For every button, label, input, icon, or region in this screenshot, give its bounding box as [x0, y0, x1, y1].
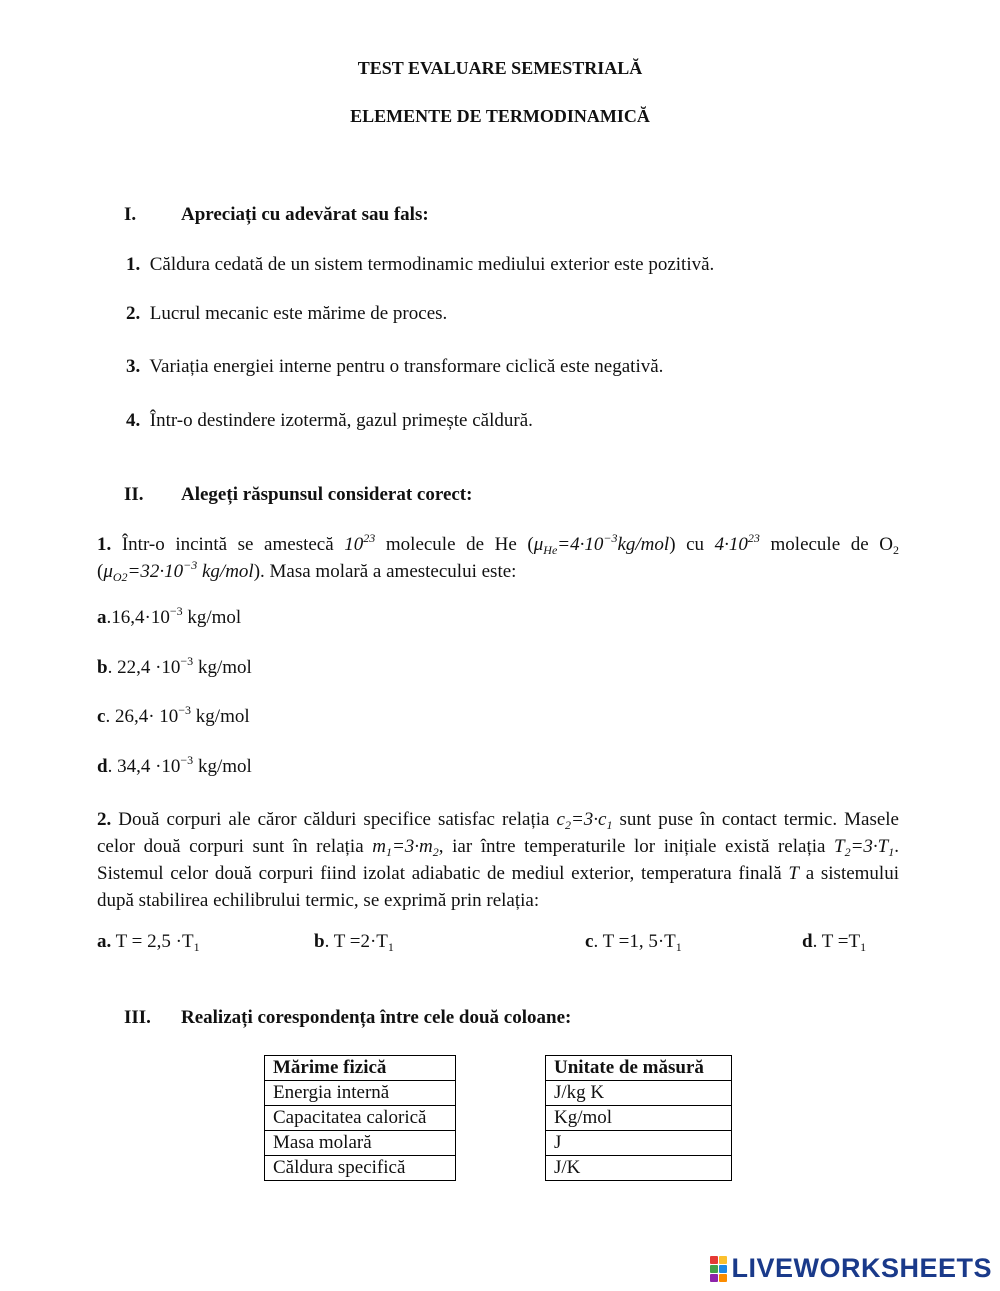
question-number: 2. [97, 809, 112, 830]
math: 10 [344, 534, 364, 555]
math: 4·10 [714, 534, 748, 555]
option-letter: c [97, 706, 106, 727]
option-text: . 22,4 ·10 [107, 657, 181, 678]
subscript: 2 [432, 845, 439, 859]
table-cell[interactable]: Căldura specifică [265, 1156, 456, 1181]
answer-option-b [314, 931, 394, 953]
section-2-heading: Alegeți răspunsul considerat corect: [181, 484, 473, 505]
item-number: 2. [126, 303, 141, 324]
exponent: −3 [183, 558, 198, 572]
question-1-text [97, 531, 899, 585]
subscript: 1 [385, 845, 392, 859]
question-2-text [97, 806, 899, 914]
logo-block [710, 1256, 718, 1264]
option-letter: a. [97, 931, 112, 952]
option-letter: c [585, 931, 594, 952]
subscript: O2 [112, 570, 128, 584]
exponent: −3 [178, 703, 192, 717]
subscript: 1 [387, 940, 394, 954]
text: ). Masa molară a amestecului este: [253, 561, 517, 582]
section-3-heading: Realizați corespondența între cele două coloane: [181, 1007, 572, 1028]
option-text: . T =1, 5·T [593, 931, 676, 952]
table-cell[interactable]: J [546, 1131, 732, 1156]
logo-block [719, 1274, 727, 1282]
item-number: 3. [126, 356, 141, 377]
text: a sistemului după stabilirea echilibrului termic, se exprimă prin relația: [97, 863, 899, 911]
logo-text: LIVEWORKSHEETS [731, 1253, 992, 1283]
table-row [546, 1131, 732, 1156]
math: c [556, 809, 565, 830]
math: =4·10 [557, 534, 604, 555]
text: molecule de O [759, 534, 893, 555]
section-1-heading: Apreciați cu adevărat sau fals: [181, 204, 429, 225]
answer-option-a [97, 931, 200, 953]
logo-block [710, 1265, 718, 1273]
option-letter: a [97, 607, 107, 628]
true-false-item [126, 303, 447, 325]
logo-mark-icon [710, 1256, 727, 1282]
true-false-item [126, 410, 533, 432]
answer-option-c [585, 931, 682, 953]
table-row [546, 1106, 732, 1131]
section-1-number: I. [124, 204, 137, 225]
true-false-item [126, 356, 663, 378]
subscript: 1 [888, 845, 895, 859]
option-letter: d [802, 931, 813, 952]
document-subtitle: ELEMENTE DE TERMODINAMICĂ [350, 106, 650, 126]
text: Două corpuri ale căror călduri specifice satisfac relația [111, 809, 557, 830]
table-row [265, 1081, 456, 1106]
table-header: Mărime fizică [265, 1056, 456, 1081]
math: =3·T [850, 836, 889, 857]
text: Într-o incintă se amestecă [111, 534, 345, 555]
option-letter: d [97, 756, 108, 777]
math: m [372, 836, 386, 857]
answer-option-d [97, 753, 252, 778]
subscript: 2 [844, 845, 851, 859]
exponent: −3 [180, 654, 194, 668]
math: μ [103, 561, 113, 582]
section-2-number: II. [124, 484, 144, 505]
exponent: −3 [603, 531, 618, 545]
option-unit: kg/mol [193, 657, 252, 678]
text: sunt puse în contact termic. Masele celor două corpuri sunt în relația [97, 809, 899, 857]
item-number: 4. [126, 410, 141, 431]
item-text: Lucrul mecanic este mărime de proces. [149, 303, 448, 324]
option-text: . 26,4· 10 [105, 706, 179, 727]
table-row [546, 1081, 732, 1106]
text: ( [97, 561, 104, 582]
measurement-unit-table [545, 1055, 732, 1181]
answer-option-d [802, 931, 866, 953]
item-text: Variația energiei interne pentru o transformare ciclică este negativă. [149, 356, 664, 377]
table-row [265, 1106, 456, 1131]
subscript: 1 [193, 940, 200, 954]
exponent: −3 [169, 604, 183, 618]
table-cell[interactable]: Masa molară [265, 1131, 456, 1156]
text: . Sistemul celor două corpuri fiind izolat adiabatic de mediul exterior, temperatura finală [97, 836, 899, 884]
subscript: 1 [606, 818, 613, 832]
table-row [546, 1156, 732, 1181]
math: T [834, 836, 845, 857]
math: μ [533, 534, 544, 555]
section-3-number: III. [124, 1007, 151, 1028]
table-header: Unitate de măsură [546, 1056, 732, 1081]
answer-option-a [97, 604, 242, 629]
item-text: Într-o destindere izotermă, gazul primește căldură. [149, 410, 533, 431]
exponent: −3 [180, 753, 194, 767]
option-letter: b [314, 931, 325, 952]
subscript: 1 [860, 940, 867, 954]
math: kg/mol [617, 534, 670, 555]
option-letter: b [97, 657, 108, 678]
question-number: 1. [97, 534, 112, 555]
text: molecule de He ( [375, 534, 534, 555]
answer-option-c [97, 703, 250, 728]
table-cell[interactable]: J/K [546, 1156, 732, 1181]
logo-block [719, 1256, 727, 1264]
math: T [788, 863, 799, 884]
subscript: 2 [893, 543, 899, 557]
exponent: 23 [363, 531, 376, 545]
table-cell[interactable]: Capacitatea calorică [265, 1106, 456, 1131]
option-text: . T =T [812, 931, 861, 952]
true-false-item [126, 254, 714, 276]
answer-option-b [97, 654, 252, 679]
math: =3·m [391, 836, 433, 857]
option-unit: kg/mol [182, 607, 242, 628]
table-cell[interactable]: Energia internă [265, 1081, 456, 1106]
table-row [265, 1131, 456, 1156]
table-cell[interactable]: Kg/mol [546, 1106, 732, 1131]
item-text: Căldura cedată de un sistem termodinamic mediului exterior este pozitivă. [149, 254, 715, 275]
option-text: .16,4·10 [106, 607, 170, 628]
liveworksheets-logo[interactable] [710, 1253, 992, 1284]
logo-block [719, 1265, 727, 1273]
subscript: 2 [564, 818, 571, 832]
math: kg/mol [197, 561, 254, 582]
exponent: 23 [747, 531, 760, 545]
document-title: TEST EVALUARE SEMESTRIALĂ [357, 58, 643, 78]
option-text: . 34,4 ·10 [107, 756, 181, 777]
option-unit: kg/mol [191, 706, 250, 727]
math: =32·10 [127, 561, 184, 582]
option-text: T = 2,5 ·T [111, 931, 194, 952]
item-number: 1. [126, 254, 141, 275]
table-header-row [546, 1056, 732, 1081]
math: =3·c [570, 809, 607, 830]
text: , iar între temperaturile lor inițiale există relația [438, 836, 835, 857]
table-cell[interactable]: J/kg K [546, 1081, 732, 1106]
option-text: . T =2·T [324, 931, 388, 952]
table-row [265, 1156, 456, 1181]
logo-block [710, 1274, 718, 1282]
table-header-row [265, 1056, 456, 1081]
physical-quantity-table [264, 1055, 456, 1181]
subscript: He [543, 543, 558, 557]
subscript: 1 [675, 940, 682, 954]
option-unit: kg/mol [193, 756, 252, 777]
text: ) cu [669, 534, 715, 555]
